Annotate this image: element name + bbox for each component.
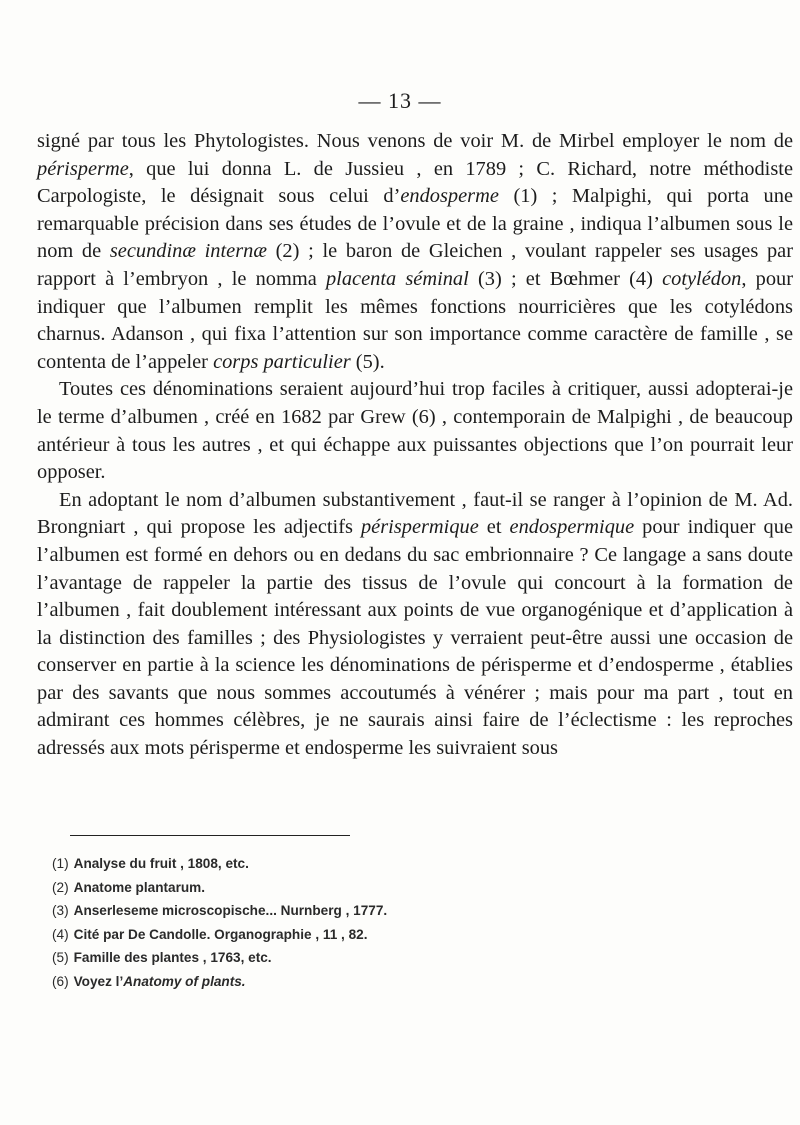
italic-text: placenta séminal: [325, 267, 469, 290]
text-run: Voyez l’: [73, 973, 124, 989]
text-run: (5).: [350, 350, 385, 373]
footnote-number: (3): [52, 903, 69, 919]
text-run: Toutes ces dénominations seraient aujourd’hui trop faciles à critiquer, aussi adopterai-je le terme d’albumen , créé en 1682 par Grew (6) , contemporain de Malpighi , de beaucoup antérieur à tous les autres , et qui échappe aux puissantes objections que l’on pourrait leur opposer.: [37, 378, 793, 484]
text-run: et: [478, 516, 510, 539]
text-run: En adoptant le nom d’albumen substantivement , faut-il se ranger à l’opinion de M. Ad. Brongniart , qui propose les adjectifs: [37, 488, 793, 539]
italic-text: endosperme: [400, 185, 499, 208]
footnote-text: [74, 880, 205, 895]
footnote-2: [52, 876, 752, 900]
paragraph-3: [37, 487, 793, 763]
footnote-1: [52, 852, 752, 876]
footnotes: [52, 852, 752, 994]
footnote-separator: [70, 835, 350, 836]
italic-text: secundinæ internæ: [109, 240, 267, 263]
footnote-text: [74, 974, 246, 989]
footnote-number: (4): [52, 926, 69, 942]
body-text: [37, 128, 793, 763]
footnote-number: (6): [52, 973, 69, 989]
footnote-text: [74, 856, 249, 871]
footnote-6: [52, 970, 752, 994]
paragraph-1: [37, 128, 793, 376]
footnote-text: [74, 927, 368, 942]
footnote-3: [52, 899, 752, 923]
paragraph-2: [37, 376, 793, 486]
italic-text: périspermique: [360, 516, 479, 539]
footnote-number: (1): [52, 856, 69, 871]
text-run: , pour indiquer que l’albumen remplit les mêmes fonctions nourricières que les cotylédons charnus. Adanson , qui fixa l’attention sur son importance comme caractère de famille , se contenta de l’appeler: [37, 267, 794, 373]
text-run: Cité par De Candolle. Organographie , 11 , 82.: [73, 926, 368, 942]
text-run: pour indiquer que l’albumen est formé en dehors ou en dedans du sac embrionnaire ? Ce langage a sans doute l’avantage de rappeler la partie des tissus de l’ovule qui concourt à la formation de l’albumen , fait doublement intéressant aux points de vue organogénique et d’application à la distinction des familles ; des Physiologistes y verraient peut-être aussi une occasion de conserver en partie à la science les dénominations de périsperme et d’endosperme , établies par des savants que nous sommes accoutumés à vénérer ; mais pour ma part , tout en admirant ces hommes célèbres, je ne saurais ainsi faire de l’éclectisme : les reproches adressés aux mots périsperme et endosperme les suivraient sous: [37, 516, 794, 760]
text-run: (1) ; Malpighi, qui porta une remarquable précision dans ses études de l’ovule et de la graine , indiqua l’albumen sous le nom de: [37, 185, 794, 263]
text-run: (3) ; et Bœhmer (4): [468, 267, 663, 290]
text-run: signé par tous les Phytologistes. Nous venons de voir M. de Mirbel employer le nom de: [37, 130, 793, 152]
footnote-number: (2): [52, 879, 69, 895]
text-run: , que lui donna L. de Jussieu , en 1789 ; C. Richard, notre méthodiste Carpologiste, le désignait sous celui d’: [37, 157, 793, 208]
text-run: Anatome plantarum.: [73, 879, 206, 895]
footnote-4: [52, 923, 752, 947]
page-number: — 13 —: [358, 88, 442, 113]
italic-text: cotylédon: [662, 267, 742, 290]
italic-text: corps particulier: [213, 350, 351, 373]
text-run: (2) ; le baron de Gleichen , voulant rappeler ses usages par rapport à l’embryon , le nomma: [37, 240, 793, 290]
text-run: Analyse du fruit , 1808, etc.: [73, 856, 249, 871]
text-run: Anserleseme microscopische... Nurnberg , 1777.: [73, 903, 388, 919]
footnote-number: (5): [52, 950, 69, 966]
footnote-text: [74, 950, 272, 965]
italic-text: périsperme: [37, 157, 129, 180]
text-run: Famille des plantes , 1763, etc.: [73, 950, 272, 966]
italic-text: endospermique: [509, 516, 635, 539]
footnote-5: [52, 946, 752, 970]
footnote-text: [74, 903, 388, 918]
italic-text: Anatomy of plants.: [123, 973, 246, 989]
